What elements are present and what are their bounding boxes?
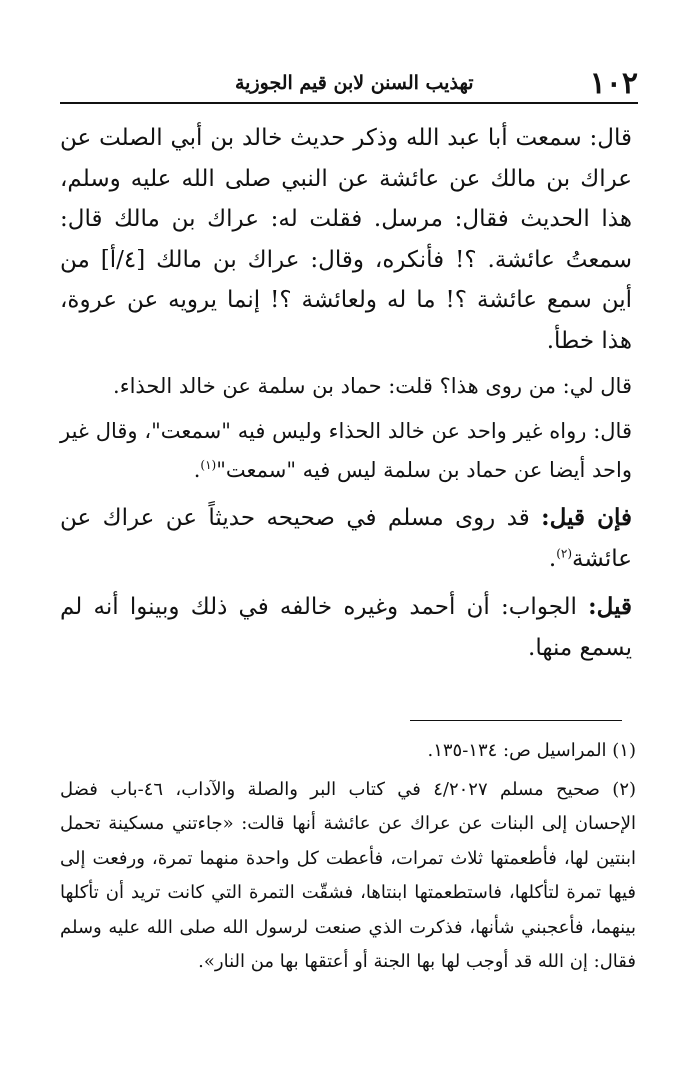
running-title: تهذيب السنن لابن قيم الجوزية	[235, 72, 474, 94]
paragraph-1: قال: سمعت أبا عبد الله وذكر حديث خالد بن أبي الصلت عن عراك بن مالك عن عائشة عن النبي صلى الله عليه وسلم، هذا الحديث فقال: مرسل. فقلت له: عراك بن مالك قال: سمعتُ عائشة. ؟! فأنكره، وقال: عراك بن مالك [٤/أ] من أين سمع عائشة ؟! ما له ولعائشة ؟! إنما يرويه عن عروة، هذا خطأ.	[60, 125, 632, 354]
paragraph-3-text: قال: رواه غير واحد عن خالد الحذاء وليس فيه "سمعت"، وقال غير واحد أيضا عن حماد بن سلمة ليس فيه "سمعت"	[60, 419, 632, 482]
footnote-ref-2: (٢)	[556, 545, 573, 560]
paragraph-5-lead: قيل:	[588, 593, 632, 620]
footnote-ref-1: (١)	[200, 458, 217, 472]
footnote-2: (٢) صحيح مسلم ٤/٢٠٢٧ في كتاب البر والصلة والآداب، ٤٦-باب فضل الإحسان إلى البنات عن عراك عن عائشة أنها قالت: «جاءتني مسكينة تحمل ابنتين لها، فأطعمتها ثلاث تمرات، فأعطت كل واحدة منهما تمرة، ورفعت إلى فيها تمرة لتأكلها، فاستطعمتها ابنتاها، فشقّت التمرة التي كانت تريد أن تأكلها بينهما، فأعجبني شأنها، فذكرت الذي صنعت لرسول الله صلى الله عليه وسلم فقال: إن الله قد أوجب لها بها الجنة أو أعتقها بها من النار».	[60, 778, 637, 972]
paragraph-4-text: قد روى مسلم في صحيحه حديثاً عن عراك عن عائشة	[60, 505, 632, 572]
paragraph-5-text: الجواب: أن أحمد وغيره خالفه في ذلك وبينوا أنه لم يسمع منها.	[60, 594, 632, 661]
page-number: ١٠٢	[589, 66, 638, 101]
paragraph-3	[60, 412, 632, 490]
footnotes	[60, 734, 636, 980]
footnote-divider	[410, 720, 622, 721]
main-text	[60, 118, 632, 668]
paragraph-4	[60, 498, 632, 579]
paragraph-5	[60, 587, 632, 668]
paragraph-2: قال لي: من روى هذا؟ قلت: حماد بن سلمة عن خالد الحذاء.	[113, 374, 632, 398]
paragraph-4-end: .	[548, 545, 557, 572]
footnote-1: (١) المراسيل ص: ١٣٤-١٣٥.	[427, 740, 636, 761]
paragraph-4-lead: فإن قيل:	[541, 504, 632, 531]
page-header	[60, 62, 638, 104]
paragraph-3-end: .	[193, 458, 201, 482]
